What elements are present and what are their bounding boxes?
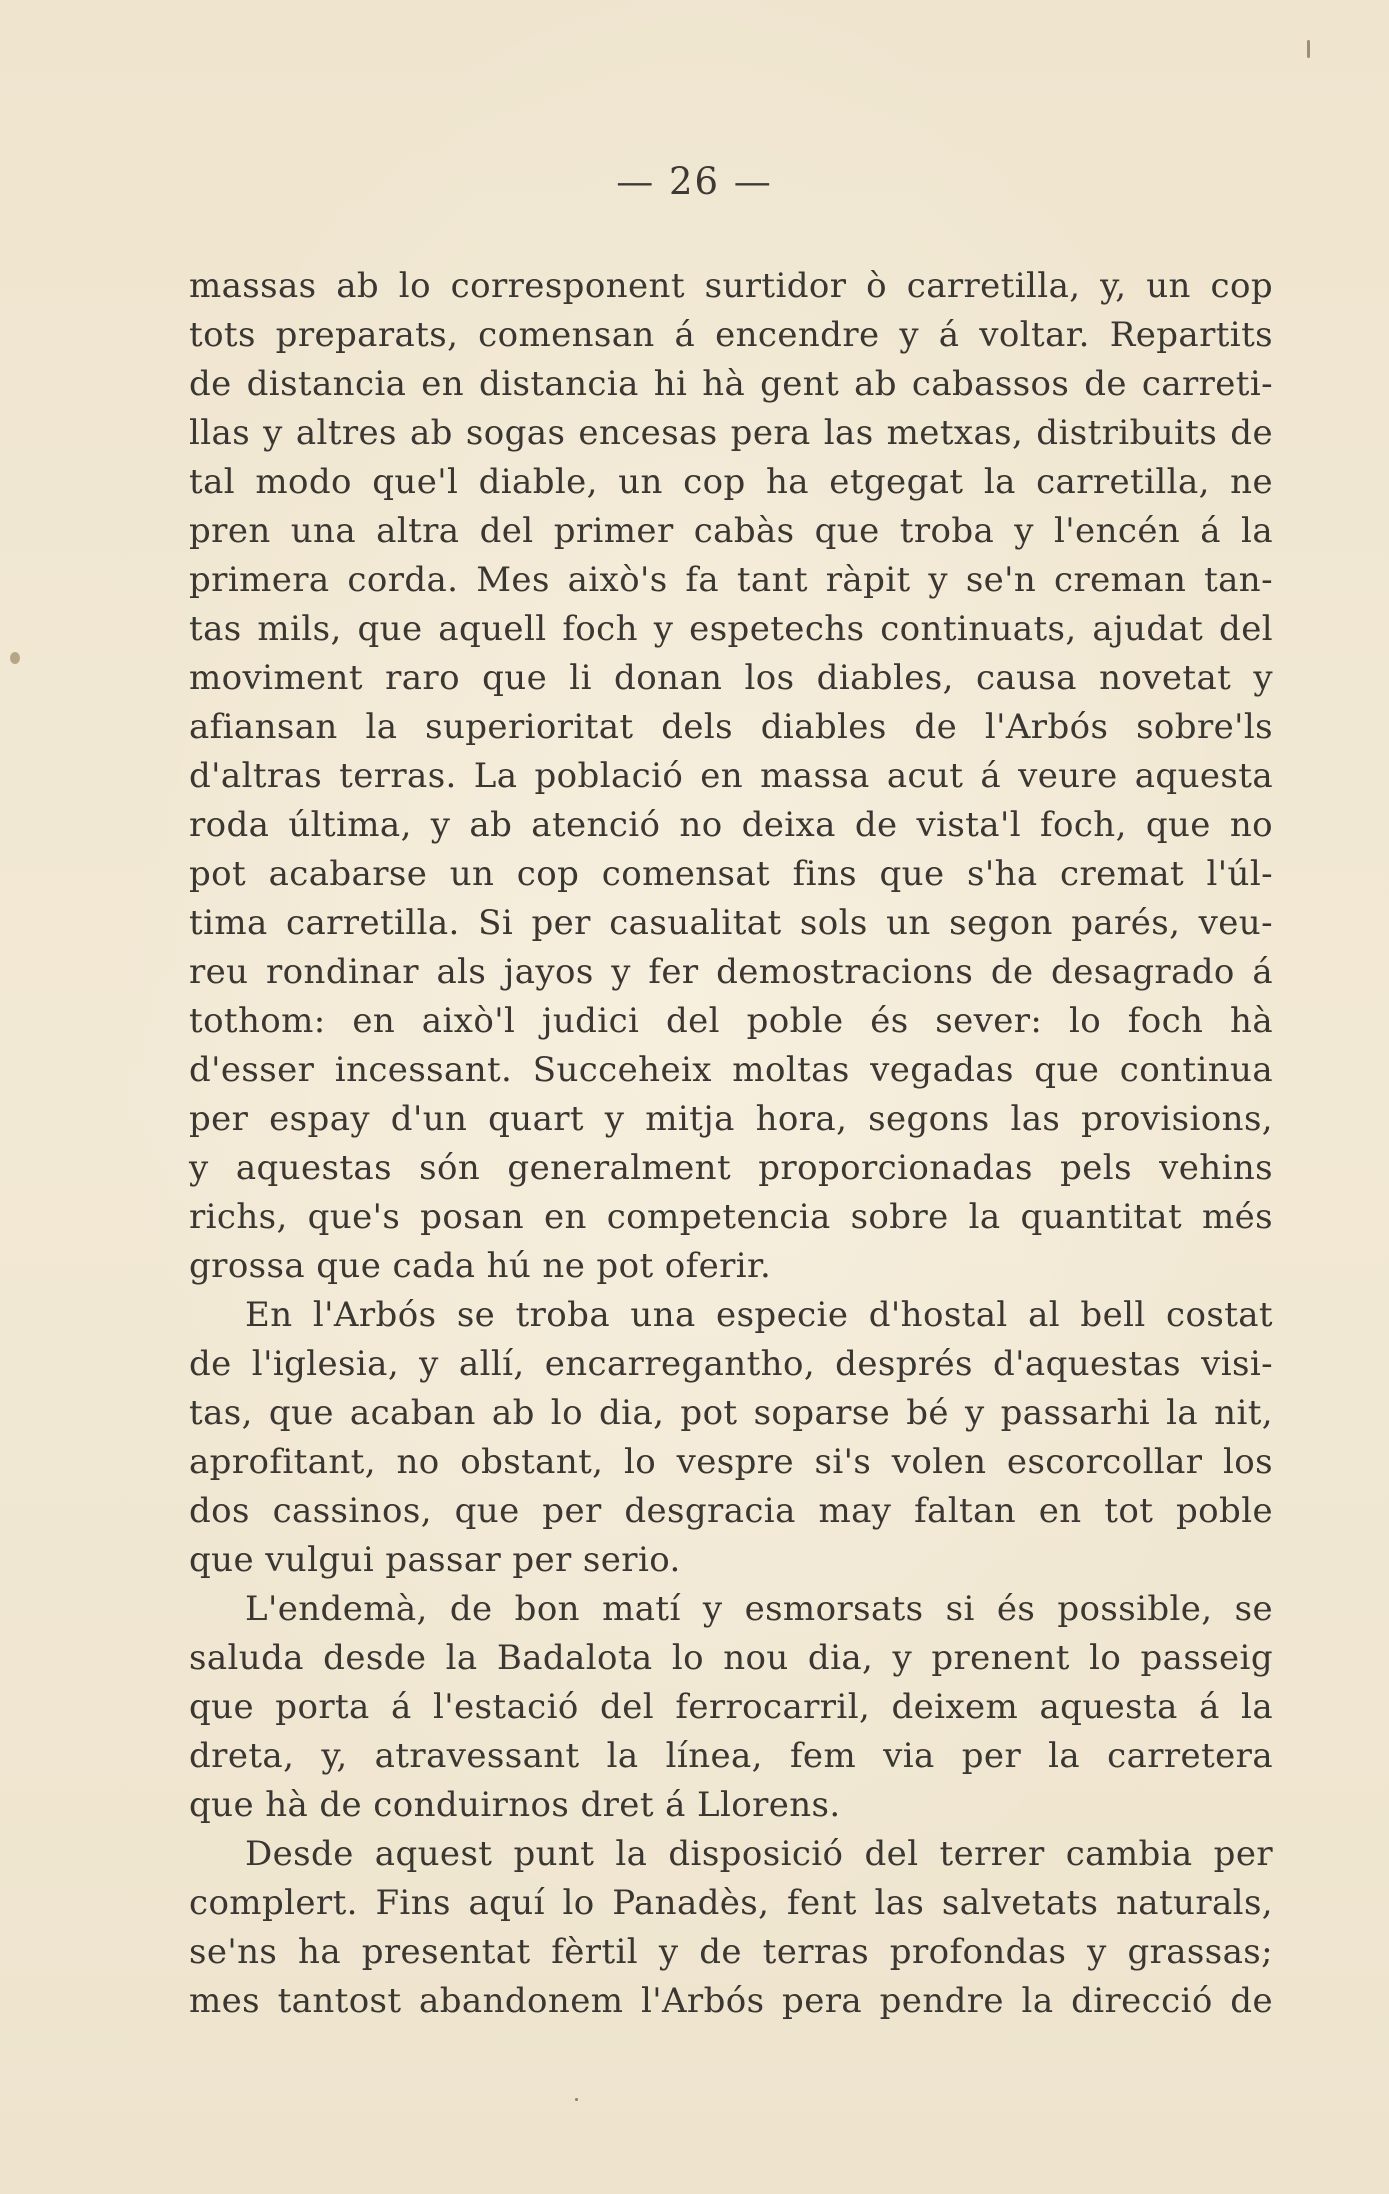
text-line: d'altras terras. La població en massa acut á veure aquesta <box>189 756 1273 796</box>
text-line: tima carretilla. Si per casualitat sols un segon parés, veu- <box>189 903 1273 943</box>
text-line: massas ab lo corresponent surtidor ò carretilla, y, un cop <box>189 266 1273 306</box>
text-line: roda última, y ab atenció no deixa de vista'l foch, que no <box>189 805 1273 845</box>
paragraph-start-line: En l'Arbós se troba una especie d'hostal al bell costat <box>245 1295 1273 1335</box>
text-line: reu rondinar als jayos y fer demostracions de desagrado á <box>189 952 1273 992</box>
text-line: tal modo que'l diable, un cop ha etgegat la carretilla, ne <box>189 462 1273 502</box>
text-line: tothom: en això'l judici del poble és sever: lo foch hà <box>189 1001 1273 1041</box>
body-text <box>189 262 1273 2026</box>
text-line: dreta, y, atravessant la línea, fem via per la carretera <box>189 1736 1273 1776</box>
text-line: de l'iglesia, y allí, encarregantho, després d'aquestas visi- <box>189 1344 1273 1384</box>
text-line: afiansan la superioritat dels diables de l'Arbós sobre'ls <box>189 707 1273 747</box>
text-line: d'esser incessant. Succeheix moltas vegadas que continua <box>189 1050 1273 1090</box>
text-line: de distancia en distancia hi hà gent ab cabassos de carreti- <box>189 364 1273 404</box>
paragraph-end-line: que hà de conduirnos dret á Llorens. <box>189 1785 841 1825</box>
text-line: pot acabarse un cop comensat fins que s'ha cremat l'úl- <box>189 854 1273 894</box>
text-line: tots preparats, comensan á encendre y á voltar. Repartits <box>189 315 1273 355</box>
paragraph-end-line: grossa que cada hú ne pot oferir. <box>189 1246 772 1286</box>
text-line: complert. Fins aquí lo Panadès, fent las salvetats naturals, <box>189 1883 1273 1923</box>
text-line: tas mils, que aquell foch y espetechs continuats, ajudat del <box>189 609 1273 649</box>
paragraph-start-line: L'endemà, de bon matí y esmorsats si és possible, se <box>245 1589 1273 1629</box>
text-line: primera corda. Mes això's fa tant ràpit y se'n creman tan- <box>189 560 1273 600</box>
paper-mark <box>1307 40 1310 58</box>
text-line: que porta á l'estació del ferrocarril, deixem aquesta á la <box>189 1687 1273 1727</box>
paragraph-end-line: que vulgui passar per serio. <box>189 1540 681 1580</box>
text-line: mes tantost abandonem l'Arbós pera pendre la direcció de <box>189 1981 1273 2021</box>
text-line: aprofitant, no obstant, lo vespre si's volen escorcollar los <box>189 1442 1273 1482</box>
paragraph-start-line: Desde aquest punt la disposició del terrer cambia per <box>245 1834 1273 1874</box>
text-line: dos cassinos, que per desgracia may faltan en tot poble <box>189 1491 1273 1531</box>
page-number: — 26 — <box>616 160 773 203</box>
text-line: richs, que's posan en competencia sobre la quantitat més <box>189 1197 1273 1237</box>
text-line: llas y altres ab sogas encesas pera las metxas, distribuits de <box>189 413 1273 453</box>
text-line: tas, que acaban ab lo dia, pot soparse bé y passarhi la nit, <box>189 1393 1273 1433</box>
text-line: moviment raro que li donan los diables, causa novetat y <box>189 658 1273 698</box>
paper-mark <box>10 652 20 664</box>
paper-mark <box>575 2098 578 2101</box>
text-line: pren una altra del primer cabàs que troba y l'encén á la <box>189 511 1273 551</box>
text-line: saluda desde la Badalota lo nou dia, y prenent lo passeig <box>189 1638 1273 1678</box>
text-line: se'ns ha presentat fèrtil y de terras profondas y grassas; <box>189 1932 1273 1972</box>
text-line: per espay d'un quart y mitja hora, segons las provisions, <box>189 1099 1273 1139</box>
text-line: y aquestas són generalment proporcionadas pels vehins <box>189 1148 1273 1188</box>
